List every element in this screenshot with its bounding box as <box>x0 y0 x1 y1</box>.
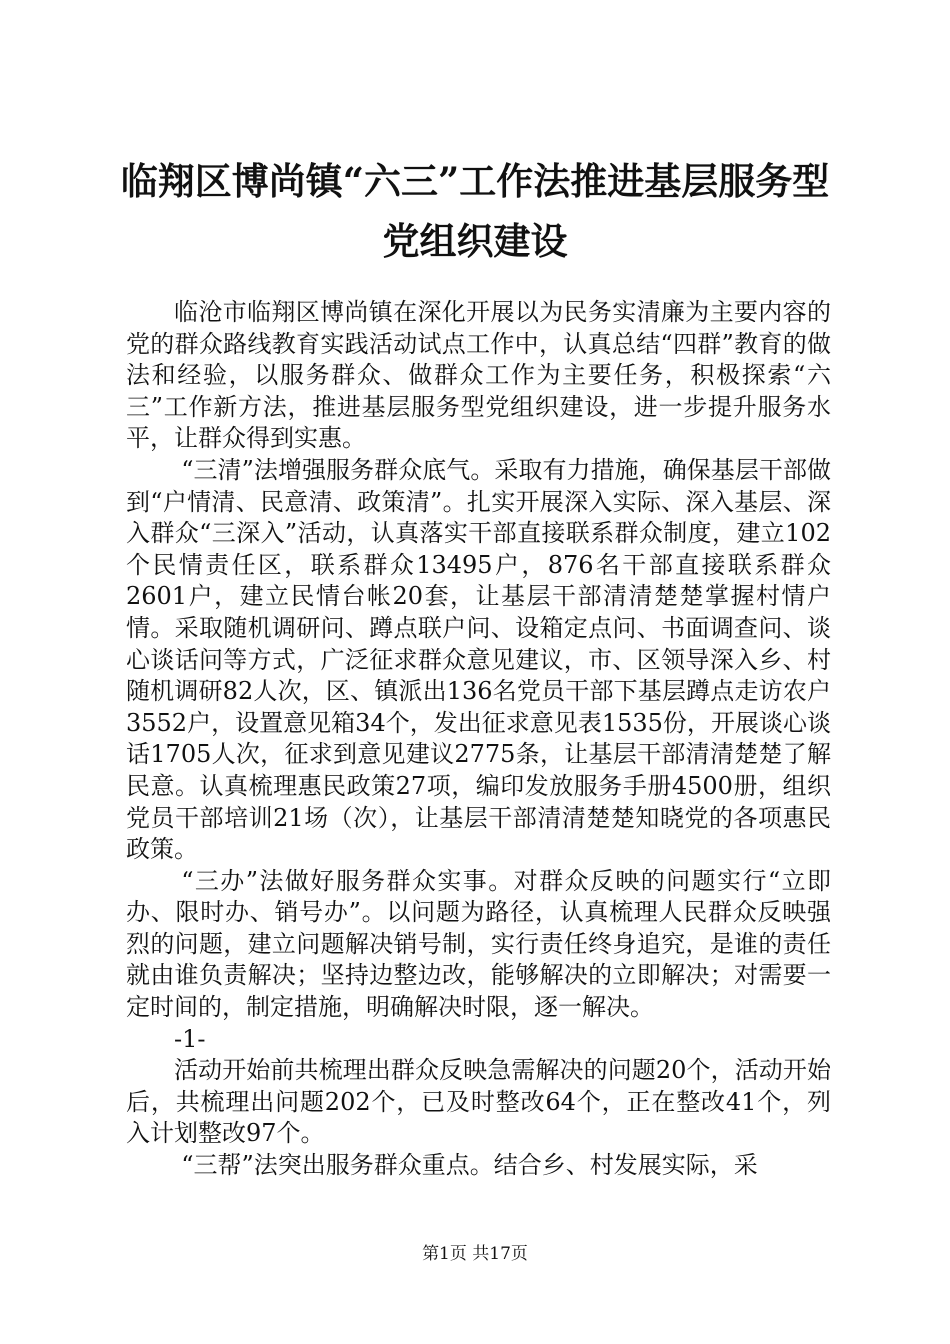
paragraph-intro: 临沧市临翔区博尚镇在深化开展以为民务实清廉为主要内容的党的群众路线教育实践活动试点工作中，认真总结“四群”教育的做法和经验，以服务群众、做群众工作为主要任务，积极探索“六三”工作新方法，推进基层服务型党组织建设，进一步提升服务水平，让群众得到实惠。 <box>126 298 831 453</box>
paragraph-problems: 活动开始前共梳理出群众反映急需解决的问题20个，活动开始后，共梳理出问题202个，已及时整改64个，正在整改41个，列入计划整改97个。 <box>126 1056 831 1148</box>
document-title-line-1: 临翔区博尚镇“六三”工作法推进基层服务型 <box>120 159 830 203</box>
inline-page-number: -1- <box>174 1024 206 1053</box>
paragraph-san-bang: “三帮”法突出服务群众重点。结合乡、村发展实际，采 <box>181 1151 758 1180</box>
document-body <box>126 297 831 1182</box>
document-title-line-2: 党组织建设 <box>382 219 568 263</box>
paragraph-san-qing: “三清”法增强服务群众底气。采取有力措施，确保基层干部做到“户情清、民意清、政策清”。扎实开展深入实际、深入基层、深入群众“三深入”活动，认真落实干部直接联系群众制度，建立102个民情责任区，联系群众13495户，876名干部直接联系群众2601户，建立民情台帐20套，让基层干部清清楚楚掌握村情户情。采取随机调研问、蹲点联户问、设箱定点问、书面调查问、谈心谈话问等方式，广泛征求群众意见建议，市、区领导深入乡、村随机调研82人次，区、镇派出136名党员干部下基层蹲点走访农户3552户，设置意见箱34个，发出征求意见表1535份，开展谈心谈话1705人次，征求到意见建议2775条，让基层干部清清楚楚了解民意。认真梳理惠民政策27项，编印发放服务手册4500册，组织党员干部培训21场（次），让基层干部清清楚楚知晓党的各项惠民政策。 <box>126 455 831 864</box>
page-footer: 第1页 共17页 <box>422 1244 528 1264</box>
paragraph-san-ban: “三办”法做好服务群众实事。对群众反映的问题实行“立即办、限时办、销号办”。以问题为路径，认真梳理人民群众反映强烈的问题，建立问题解决销号制，实行责任终身追究，是谁的责任就由谁负责解决；坚持边整边改，能够解决的立即解决；对需要一定时间的，制定措施，明确解决时限，逐一解决。 <box>126 866 831 1022</box>
